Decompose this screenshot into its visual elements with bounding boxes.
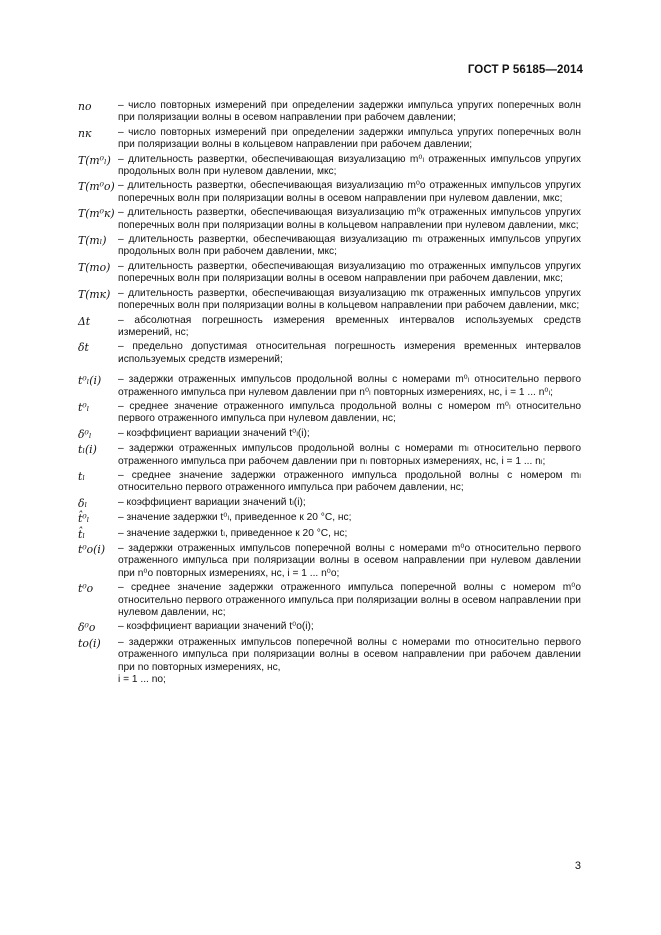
standard-header: ГОСТ Р 56185—2014 [467, 64, 583, 76]
definition-symbol: T(mо) [78, 260, 111, 274]
definition-symbol: tо(i) [78, 636, 101, 650]
definition-text: – абсолютная погрешность измерения временных интервалов используемых средств измерений, нс; [118, 314, 581, 338]
page-number: 3 [574, 860, 581, 872]
definition-text: – длительность развертки, обеспечивающая визуализацию m⁰о отраженных импульсов упругих поперечных волн при поляризации волны в осевом направлении при нулевом давлении, мкс; [118, 180, 581, 204]
definition-symbol: tₗ(i) [78, 443, 97, 457]
definition-row [78, 528, 581, 541]
definition-row [78, 428, 581, 441]
definition-symbol: Δt [78, 314, 91, 328]
definition-row [78, 543, 581, 580]
definition-text: – среднее значение отраженного импульса продольной волны с номером m⁰ₗ относительно первого отраженного импульса при нулевом давлении, нс; [118, 400, 581, 425]
definition-text: – среднее значение задержки отраженного импульса продольной волны с номером mₗ относительно первого отраженного импульса при рабочем давлении, нс; [118, 469, 581, 494]
definition-symbol: t̂⁰ₗ [78, 512, 90, 526]
definition-row [78, 374, 581, 399]
definition-row [78, 315, 581, 340]
definition-text: – коэффициент вариации значений t⁰о(i); [118, 621, 314, 633]
definition-text: – число повторных измерений при определении задержки импульса упругих поперечных волн при поляризации волны в кольцевом направлении при рабочем давлении; [118, 126, 581, 151]
definition-text: – коэффициент вариации значений t⁰ₗ(i); [118, 427, 310, 439]
definition-symbol: nо [78, 100, 92, 113]
definition-text: – значение задержки t⁰ₗ, приведенное к 20 °С, нс; [118, 512, 352, 524]
definition-text: – значение задержки tₗ, приведенное к 20 °С, нс; [118, 527, 348, 539]
definition-symbol: T(m⁰ₗ) [78, 153, 111, 167]
definition-text: – длительность развертки, обеспечивающая визуализацию m⁰ₗ отраженных импульсов упругих продольных волн при нулевом давлении, мкс; [118, 153, 581, 178]
definition-row [78, 341, 581, 366]
definition-row [78, 207, 581, 232]
definition-text: – длительность развертки, обеспечивающая визуализацию mо отраженных импульсов упругих поперечных волн при поляризации волны в осевом направлении при рабочем давлении, мкс; [118, 260, 581, 285]
definition-row [78, 100, 581, 125]
definition-text: – коэффициент вариации значений tₗ(i); [118, 496, 306, 508]
definition-row [78, 288, 581, 313]
definition-symbol: nк [78, 126, 92, 140]
definition-symbol: T(mк) [78, 287, 111, 301]
definition-row [78, 234, 581, 259]
definition-symbol: δₗ [78, 496, 88, 510]
definition-row [78, 512, 581, 525]
definition-row [78, 637, 581, 687]
definition-row [78, 261, 581, 286]
definition-symbol: T(mₗ) [78, 234, 107, 248]
definition-symbol: T(m⁰о) [78, 180, 115, 194]
definition-symbol: δt [78, 341, 89, 355]
definition-row [78, 443, 581, 468]
definition-row [78, 127, 581, 152]
definition-text: – длительность развертки, обеспечивающая визуализацию m⁰к отраженных импульсов упругих поперечных волн при поляризации волны в кольцевом направлении при нулевом давлении, мкс; [118, 207, 581, 231]
definition-row [78, 470, 581, 495]
definitions-list [78, 100, 581, 688]
definition-text: – задержки отраженных импульсов поперечной волны с номерами m⁰о относительно первого отраженного импульса при поляризации волны в осевом направлении при нулевом давлении при n⁰о повторных измерениях, нс, i = 1 ... n⁰о; [118, 543, 581, 579]
definition-row [78, 180, 581, 205]
definition-text: – длительность развертки, обеспечивающая визуализацию mₗ отраженных импульсов упругих продольных волн при рабочем давлении, мкс; [118, 234, 581, 258]
definition-symbol: T(m⁰к) [78, 207, 115, 221]
definition-row [78, 582, 581, 619]
definition-text: – задержки отраженных импульсов продольной волны с номерами m⁰ₗ относительно первого отраженного импульса при нулевом давлении при n⁰ₗ повторных измерениях, нс, i = 1 ... n⁰ₗ; [118, 374, 581, 398]
definition-symbol: t⁰о(i) [78, 543, 106, 556]
definition-symbol: t̂ₗ [78, 527, 85, 541]
definition-row [78, 401, 581, 426]
definition-symbol: t⁰ₗ [78, 400, 90, 414]
definition-symbol: δ⁰о [78, 621, 96, 635]
definition-row [78, 154, 581, 179]
definition-row [78, 621, 581, 634]
definition-text: – задержки отраженных импульсов продольной волны с номерами mₗ относительно первого отраженного импульса при рабочем давлении при nₗ повторных измерениях, нс, i = 1 ... nₗ; [118, 443, 581, 467]
definition-text: – предельно допустимая относительная погрешность измерения временных интервалов используемых средств измерений; [118, 341, 581, 365]
definition-text: – среднее значение задержки отраженного импульса поперечной волны с номером m⁰о относительно первого отраженного импульса при поляризации волны в осевом направлении при нулевом давлении, нс; [118, 582, 581, 619]
definition-text: – длительность развертки, обеспечивающая визуализацию mк отраженных импульсов упругих поперечных волн при поляризации волны в кольцевом направлении при рабочем давлении, мкс; [118, 287, 581, 312]
definition-row [78, 497, 581, 510]
definition-symbol: t⁰о [78, 582, 94, 596]
definition-symbol: δ⁰ₗ [78, 427, 92, 441]
definition-text: – число повторных измерений при определении задержки импульса упругих поперечных волн при поляризации волны в осевом направлении при рабочем давлении; [118, 100, 581, 124]
definition-symbol: tₗ [78, 469, 85, 483]
definition-text: – задержки отраженных импульсов поперечной волны с номерами mо относительно первого отраженного импульса при поляризации волны в осевом направлении при рабочем давлении при nо повторных измерениях, нс, i = 1 ... nо; [118, 636, 581, 686]
definition-symbol: t⁰ₗ(i) [78, 374, 102, 388]
